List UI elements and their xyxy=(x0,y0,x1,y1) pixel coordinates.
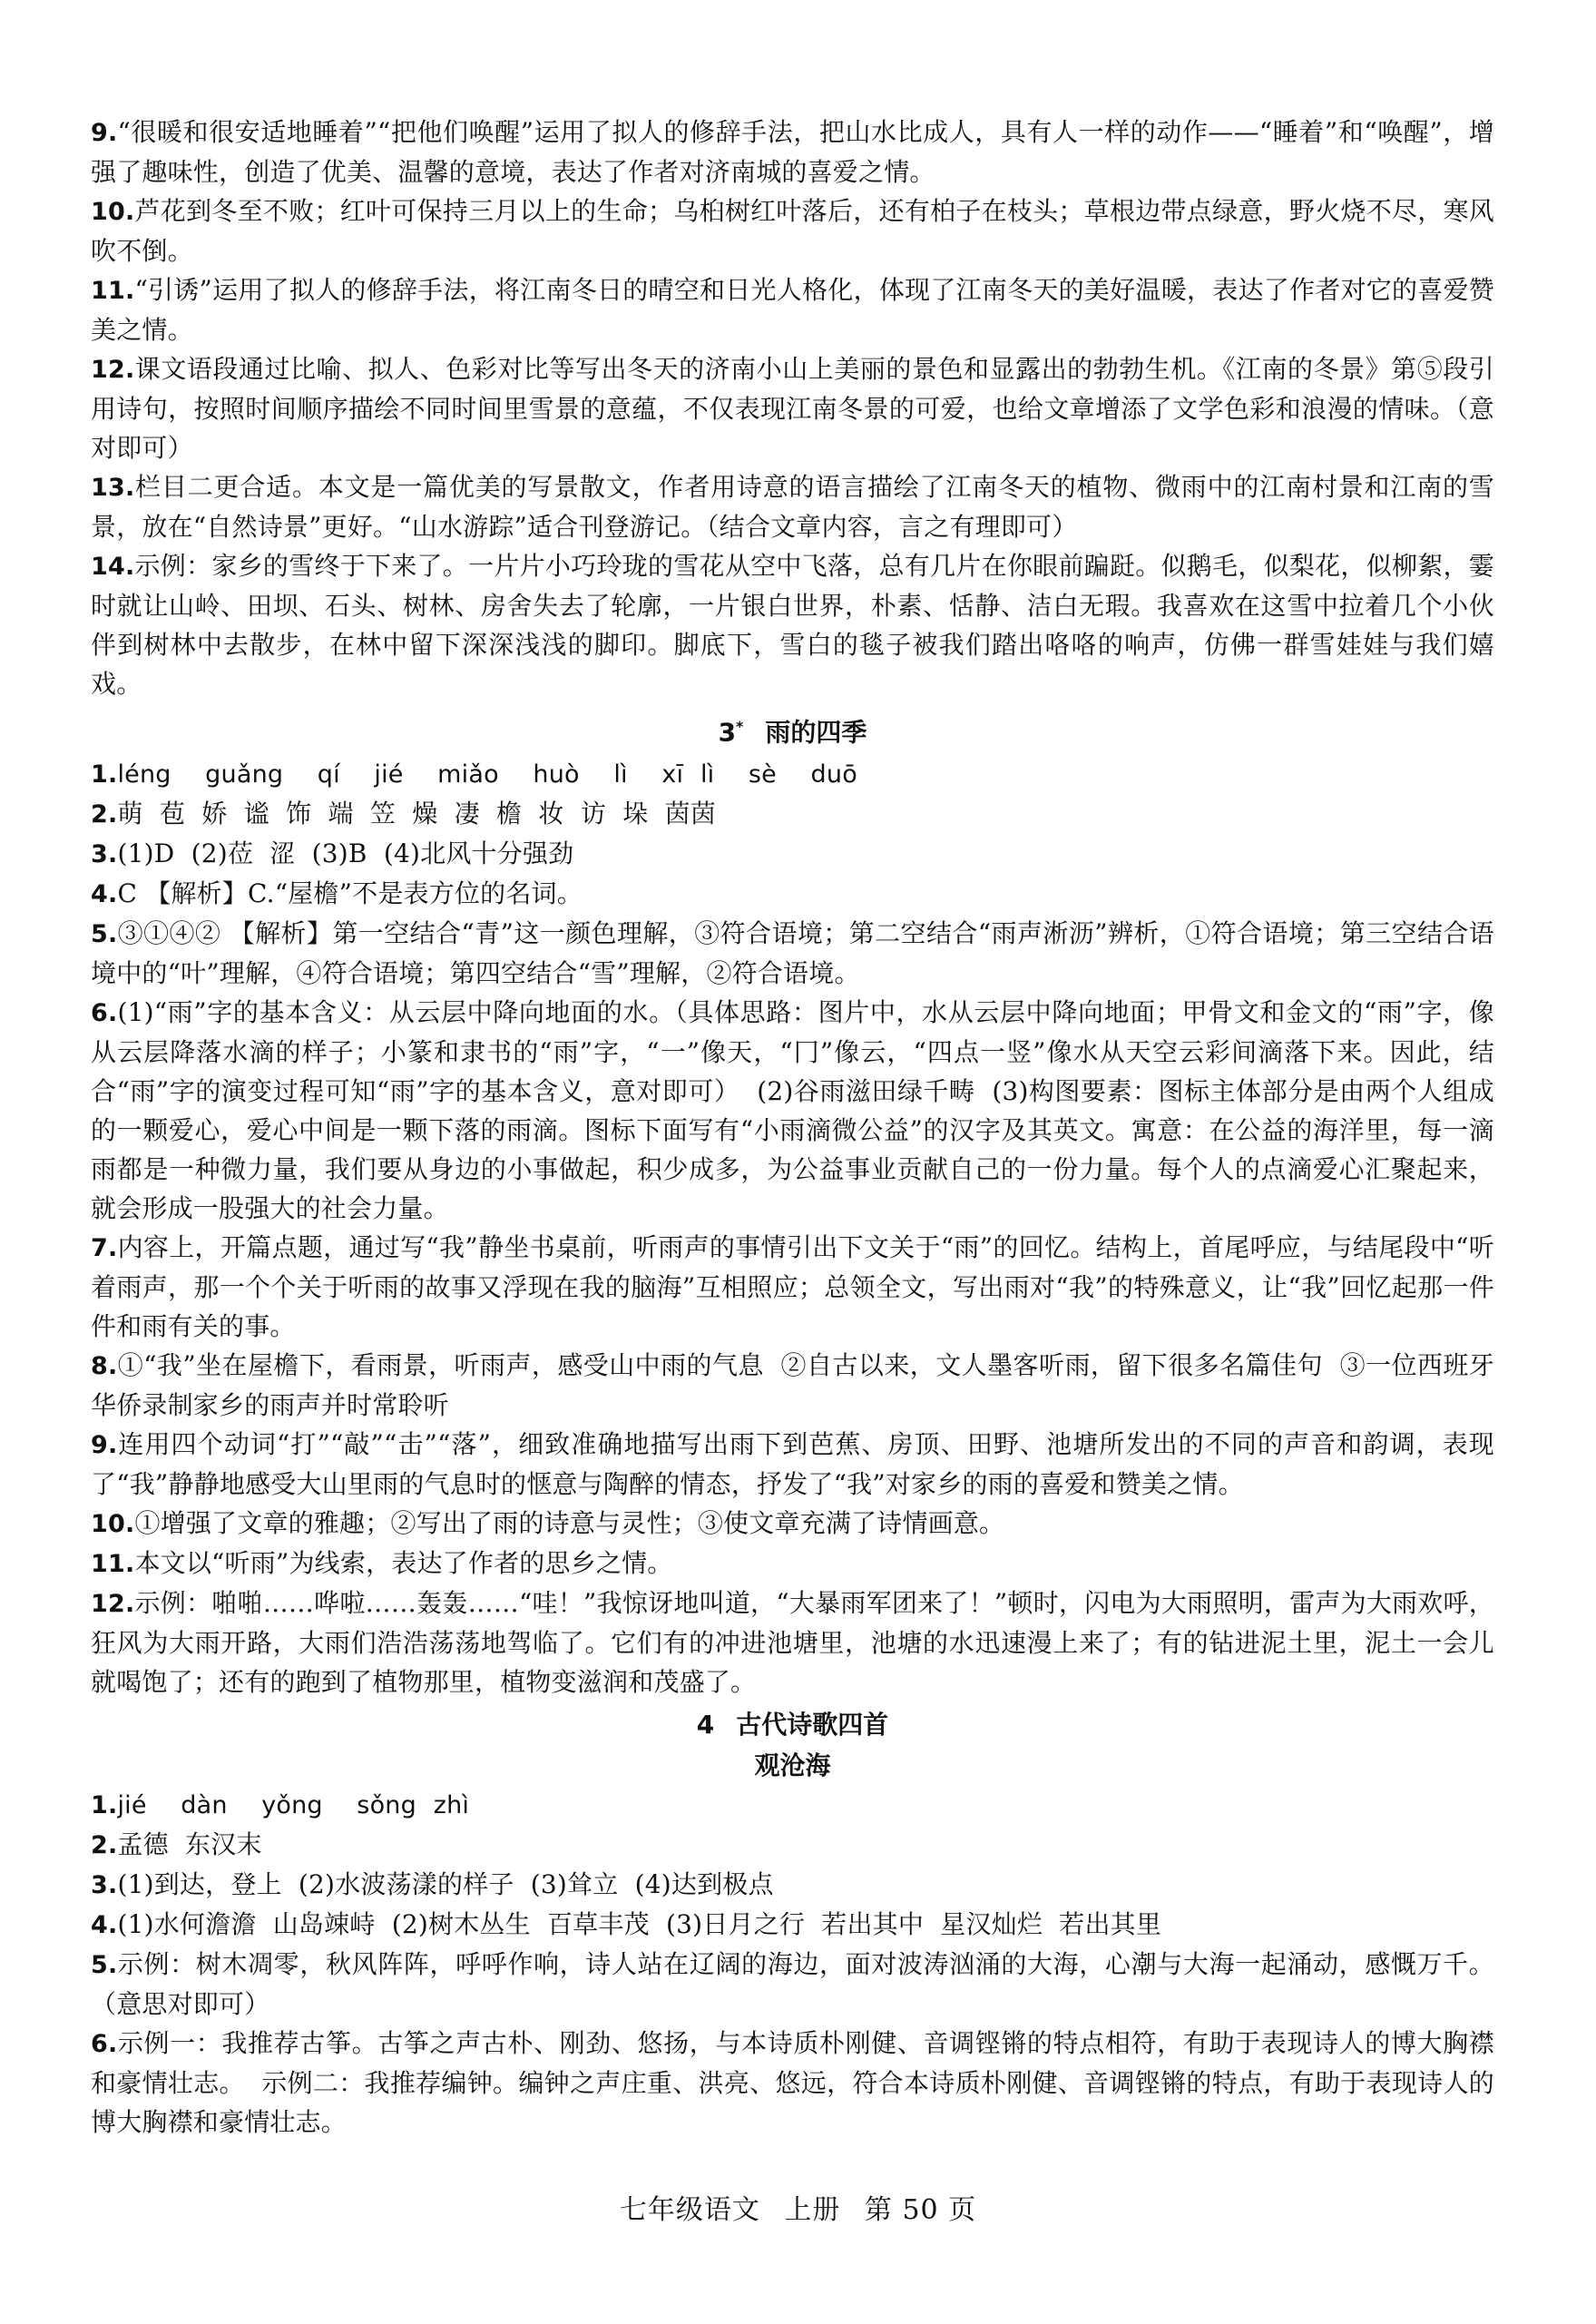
answer-number: 6. xyxy=(91,999,118,1028)
answer-number: 1. xyxy=(91,1791,118,1820)
answer-text: (1)到达，登上 (2)水波荡漾的样子 (3)耸立 (4)达到极点 xyxy=(117,1869,774,1900)
answer-number: 14. xyxy=(91,553,135,581)
answer-text: ①增强了文章的雅趣；②写出了雨的诗意与灵性；③使文章充满了诗情画意。 xyxy=(134,1508,1005,1539)
answer-text: 示例：树木凋零，秋风阵阵，呼呼作响，诗人站在辽阔的海边，面对波涛汹涌的大海，心潮与大海一起涌动，感慨万千。（意思对即可） xyxy=(91,1949,1494,2020)
answer-item xyxy=(91,1584,1494,1701)
answer-text: 课文语段通过比喻、拟人、色彩对比等写出冬天的济南小山上美丽的景色和显露出的勃勃生机。《江南的冬景》第⑤段引用诗句，按照时间顺序描绘不同时间里雪景的意蕴，不仅表现江南冬景的可爱，也给文章增添了文学色彩和浪漫的情味。（意对即可） xyxy=(91,354,1494,463)
answer-number: 8. xyxy=(91,1352,118,1381)
answer-text: 示例：家乡的雪终于下来了。一片片小巧玲珑的雪花从空中飞落，总有几片在你眼前蹁跹。似鹅毛，似梨花，似柳絮，霎时就让山岭、田坝、石头、树林、房舍失去了轮廓，一片银白世界，朴素、恬静、洁白无瑕。我喜欢在这雪中拉着几个小伙伴到树林中去散步，在林中留下深深浅浅的脚印。脚底下，雪白的毯子被我们踏出咯咯的响声，仿佛一群雪娃娃与我们嬉戏。 xyxy=(91,551,1494,699)
answer-text: 本文以“听雨”为线索，表达了作者的思乡之情。 xyxy=(134,1548,673,1579)
answer-text: C 【解析】C.“屋檐”不是表方位的名词。 xyxy=(117,878,583,909)
answer-number: 9. xyxy=(91,119,118,147)
answer-number: 3. xyxy=(91,1871,118,1900)
answer-item xyxy=(91,1905,1494,1945)
answer-text: (1)“雨”字的基本含义：从云层中降向地面的水。（具体思路：图片中，水从云层中降向地面；甲骨文和金文的“雨”字，像从云层降落水滴的样子；小篆和隶书的“雨”字，“一”像天，“冂”像云，“四点一竖”像水从天空云彩间滴落下来。因此，结合“雨”字的演变过程可知“雨”字的基本含义，意对即可） (2)谷雨滋田绿千畴 (3)构图要素：图标主体部分是由两个人组成的一颗爱心，爱心中间是一颗下落的雨滴。图标下面写有“小雨滴微公益”的汉字及其英文。寓意：在公益的海洋里，每一滴雨都是一种微力量，我们要从身边的小事做起，积少成多，为公益事业贡献自己的一份力量。每个人的点滴爱心汇聚起来，就会形成一股强大的社会力量。 xyxy=(91,997,1494,1224)
answer-number: 13. xyxy=(91,474,135,502)
section-title: 雨的四季 xyxy=(765,717,867,748)
answers-section-3 xyxy=(91,754,1494,1701)
answer-item xyxy=(91,794,1494,834)
answer-text: 示例：啪啪……哗啦……轰轰……“哇！”我惊讶地叫道，“大暴雨军团来了！”顿时，闪电为大雨照明，雷声为大雨欢呼，狂风为大雨开路，大雨们浩浩荡荡地驾临了。它们有的冲进池塘里，池塘的水迅速漫上来了；有的钻进泥土里，泥土一会儿就喝饱了；还有的跑到了植物那里，植物变滋润和茂盛了。 xyxy=(91,1588,1494,1698)
answer-number: 5. xyxy=(91,920,118,949)
answer-item xyxy=(91,270,1494,349)
answer-number: 7. xyxy=(91,1234,118,1263)
answer-number: 2. xyxy=(91,800,118,829)
answer-item xyxy=(91,834,1494,874)
answer-number: 2. xyxy=(91,1831,118,1860)
answer-item xyxy=(91,993,1494,1228)
page-footer xyxy=(0,2187,1596,2227)
answer-text: ①“我”坐在屋檐下，看雨景，听雨声，感受山中雨的气息 ②自古以来，文人墨客听雨，留下很多名篇佳句 ③一位西班牙华侨录制家乡的雨声并时常聆听 xyxy=(91,1350,1494,1421)
answer-item xyxy=(91,467,1494,546)
answer-text: 萌 苞 娇 谧 饰 端 笠 燥 凄 檐 妆 访 垛 茵茵 xyxy=(117,799,717,829)
section-heading-3 xyxy=(91,707,1494,752)
answer-item xyxy=(91,1228,1494,1346)
answer-item xyxy=(91,1346,1494,1425)
answer-number: 4. xyxy=(91,1911,118,1940)
footer-grade: 七年级语文 xyxy=(619,2194,760,2226)
answer-text: 栏目二更合适。本文是一篇优美的写景散文，作者用诗意的语言描绘了江南冬天的植物、微雨中的江南村景和江南的雪景，放在“自然诗景”更好。“山水游踪”适合刊登游记。（结合文章内容，言之有理即可） xyxy=(91,472,1494,542)
answer-number: 10. xyxy=(91,198,135,226)
answer-item xyxy=(91,349,1494,467)
answer-item xyxy=(91,754,1494,794)
section-star-mark: * xyxy=(736,718,744,735)
answer-text: (1)水何澹澹 山岛竦峙 (2)树木丛生 百草丰茂 (3)日月之行 若出其中 星汉灿烂 若出其里 xyxy=(117,1909,1162,1940)
answer-text: “引诱”运用了拟人的修辞手法，将江南冬日的晴空和日光人格化，体现了江南冬天的美好温暖，表达了作者对它的喜爱赞美之情。 xyxy=(91,275,1494,345)
answer-number: 4. xyxy=(91,880,118,909)
answer-number: 1. xyxy=(91,760,118,789)
answer-item xyxy=(91,1945,1494,2024)
answer-item xyxy=(91,1504,1494,1544)
answer-number: 9. xyxy=(91,1431,118,1460)
section-title: 古代诗歌四首 xyxy=(736,1710,889,1741)
poem-subtitle: 观沧海 xyxy=(754,1750,831,1781)
answers-section-4 xyxy=(91,1785,1494,2142)
answer-text: jié dàn yǒng sǒng zhì xyxy=(117,1791,470,1820)
answer-text: léng guǎng qí jié miǎo huò lì xī lì sè duō xyxy=(117,760,857,789)
answer-number: 11. xyxy=(91,1550,135,1579)
answer-text: 示例一：我推荐古筝。古筝之声古朴、刚劲、悠扬，与本诗质朴刚健、音调铿锵的特点相符，有助于表现诗人的博大胸襟和豪情壮志。 示例二：我推荐编钟。编钟之声庄重、洪亮、悠远，符合本诗质朴刚健、音调铿锵的特点，有助于表现诗人的博大胸襟和豪情壮志。 xyxy=(91,2028,1494,2138)
footer-page-number: 第 50 页 xyxy=(864,2194,977,2226)
answer-number: 5. xyxy=(91,1951,118,1980)
answer-item xyxy=(91,874,1494,914)
section-heading-4 xyxy=(91,1705,1494,1745)
answer-text: “很暖和很安适地睡着”“把他们唤醒”运用了拟人的修辞手法，把山水比成人，具有人一样的动作——“睡着”和“唤醒”，增强了趣味性，创造了优美、温馨的意境，表达了作者对济南城的喜爱之情。 xyxy=(91,117,1494,187)
answer-item xyxy=(91,1825,1494,1865)
answer-number: 6. xyxy=(91,2030,118,2059)
answer-text: 连用四个动词“打”“敲”“击”“落”，细致准确地描写出雨下到芭蕉、房顶、田野、池塘所发出的不同的声音和韵调，表现了“我”静静地感受大山里雨的气息时的惬意与陶醉的情态，抒发了“我”对家乡的雨的喜爱和赞美之情。 xyxy=(91,1429,1494,1500)
answer-item xyxy=(91,113,1494,191)
section-number: 3 xyxy=(718,717,737,748)
answer-text: (1)D (2)莅 涩 (3)B (4)北风十分强劲 xyxy=(117,838,574,869)
answer-number: 12. xyxy=(91,1590,135,1619)
answer-number: 3. xyxy=(91,840,118,869)
answers-section-2 xyxy=(91,113,1494,703)
footer-volume: 上册 xyxy=(784,2194,841,2226)
answer-text: 孟德 东汉末 xyxy=(117,1829,262,1860)
answer-item xyxy=(91,1865,1494,1905)
answer-item xyxy=(91,546,1494,703)
answer-number: 10. xyxy=(91,1510,135,1539)
answer-item xyxy=(91,1425,1494,1504)
answer-text: ③①④② 【解析】第一空结合“青”这一颜色理解，③符合语境；第二空结合“雨声淅沥”辨析，①符合语境；第三空结合语境中的“叶”理解，④符合语境；第四空结合“雪”理解，②符合语境。 xyxy=(91,918,1494,989)
answer-text: 内容上，开篇点题，通过写“我”静坐书桌前，听雨声的事情引出下文关于“雨”的回忆。结构上，首尾呼应，与结尾段中“听着雨声，那一个个关于听雨的故事又浮现在我的脑海”互相照应；总领全文，写出雨对“我”的特殊意义，让“我”回忆起那一件件和雨有关的事。 xyxy=(91,1232,1494,1342)
answer-item xyxy=(91,1785,1494,1825)
answer-item xyxy=(91,914,1494,993)
section-number: 4 xyxy=(696,1710,715,1741)
answer-number: 11. xyxy=(91,277,135,305)
answer-item xyxy=(91,1544,1494,1584)
answer-text: 芦花到冬至不败；红叶可保持三月以上的生命；乌桕树红叶落后，还有柏子在枝头；草根边带点绿意，野火烧不尽，寒风吹不倒。 xyxy=(91,196,1494,266)
answer-number: 12. xyxy=(91,356,135,384)
answer-item xyxy=(91,191,1494,270)
answer-item xyxy=(91,2024,1494,2142)
